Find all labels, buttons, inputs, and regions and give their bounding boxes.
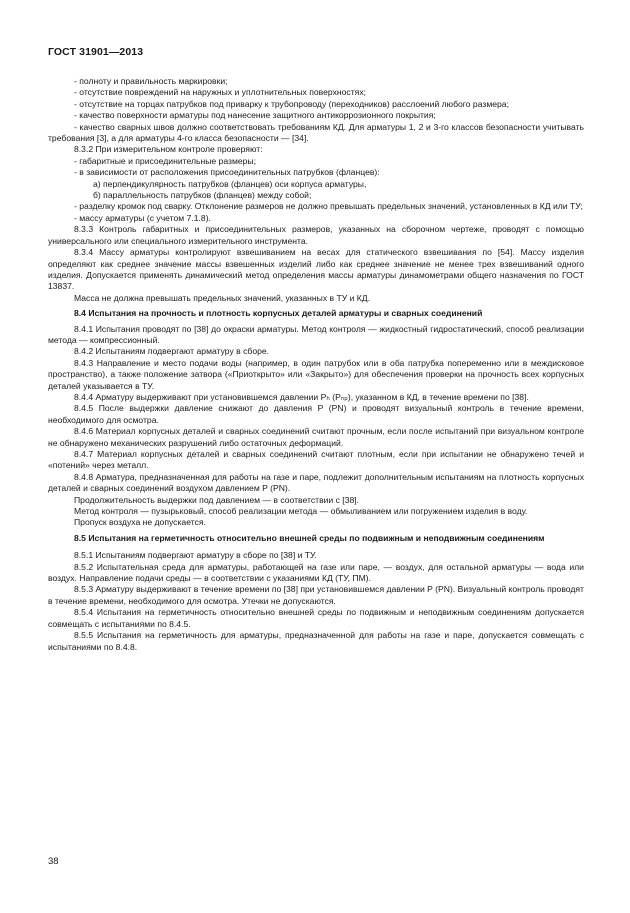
section-heading: 8.5 Испытания на герметичность относительно внешней среды по подвижным и неподвижным соединениям <box>74 532 545 543</box>
page-number: 38 <box>48 856 59 867</box>
paragraph: Продолжительность выдержки под давлением — в соответствии с [38]. <box>74 494 360 505</box>
document-body <box>48 76 584 653</box>
paragraph: 8.3.4 Массу арматуры контролируют взвешиванием на весах для статического взвешивания по [54]. Массу изделия определяют как среднее значение массы взвешенных изделий либо как среднее значение не менее трех взвешиваний одного изделия. Допускается применять динамический метод определения массы арматуры динамометрами общего назначения по ГОСТ 13837. <box>48 247 584 292</box>
paragraph: 8.5.2 Испытательная среда для арматуры, работающей на газе или паре, — воздух, для остальной арматуры — вода или воздух. Направление подачи среды — в соответствии с указаниями КД (ТУ, ПМ). <box>48 561 584 584</box>
paragraph: 8.4.7 Материал корпусных деталей и сварных соединений считают плотным, если при испытании не обнаружено течей и «потений» через металл. <box>48 449 584 471</box>
paragraph: - качество сварных швов должно соответствовать требованиям КД. Для арматуры 1, 2 и 3-го классов безопасности учитывать требования [3], а для арматуры 4-го класса безопасности — [34]. <box>48 121 584 144</box>
paragraph: - качество поверхности арматуры под нанесение защитного антикоррозионного покрытия; <box>74 110 436 121</box>
paragraph: 8.4.6 Материал корпусных деталей и сварных соединений считают прочным, если после испытаний при визуальном контроле не обнаружено механических разрушений либо остаточных деформаций. <box>48 426 584 448</box>
paragraph: - полноту и правильность маркировки; <box>74 76 228 86</box>
paragraph: 8.4.3 Направление и место подачи воды (например, в один патрубок или в оба патрубка попеременно или в междисковое пространство), а также положение затвора («Приоткрыто» или «Закрыто») для обеспечения проверки на прочность всех корпусных деталей указывается в ТУ. <box>48 357 584 391</box>
section-heading: 8.4 Испытания на прочность и плотность корпусных деталей арматуры и сварных соединений <box>74 308 483 319</box>
paragraph: 8.4.1 Испытания проводят по [38] до окраски арматуры. Метод контроля — жидкостный гидростатический, способ реализации метода — компрессионный. <box>48 323 584 345</box>
paragraph: 8.4.8 Арматура, предназначенная для работы на газе и паре, подлежит дополнительным испытаниям на плотность корпусных деталей и сварных соединений воздухом давлением P (PN). <box>48 471 584 494</box>
paragraph: 8.5.5 Испытания на герметичность для арматуры, предназначенной для работы на газе и паре, допускается совмещать с испытаниями по 8.4.8. <box>48 630 584 652</box>
paragraph: 8.3.3 Контроль габаритных и присоединительных размеров, указанных на сборочном чертеже, проводят с помощью универсального или специального измерительного инструмента. <box>48 224 584 246</box>
paragraph: - массу арматуры (с учетом 7.1.8). <box>74 212 211 223</box>
paragraph: Метод контроля — пузырьковый, способ реализации метода — обмыливанием или погружением изделия в воду. <box>74 506 528 517</box>
paragraph: 8.4.2 Испытаниям подвергают арматуру в сборе. <box>74 346 270 357</box>
paragraph: 8.3.2 При измерительном контроле проверяют: <box>74 144 263 155</box>
paragraph: 8.5.1 Испытаниям подвергают арматуру в сборе по [38] и ТУ. <box>74 550 317 561</box>
paragraph: а) перпендикулярность патрубков (фланцев) оси корпуса арматуры, <box>93 178 367 189</box>
paragraph: - отсутствие повреждений на наружных и уплотнительных поверхностях; <box>74 87 366 98</box>
document-header: ГОСТ 31901—2013 <box>48 46 144 58</box>
paragraph: - в зависимости от расположения присоединительных патрубков (фланцев): <box>74 167 380 178</box>
paragraph: 8.5.3 Арматуру выдерживают в течение времени по [38] при установившемся давлении P (PN). Визуальный контроль проводят в течение времени, необходимого для осмотра. Утечки не допускаются. <box>48 584 584 606</box>
paragraph: 8.4.4 Арматуру выдерживают при установившемся давлении Pₕ (Pₙₚ), указанном в КД, в течение времени по [38]. <box>74 391 529 402</box>
paragraph: Пропуск воздуха не допускается. <box>74 517 206 528</box>
paragraph: 8.5.4 Испытания на герметичность относительно внешней среды по подвижным и неподвижным соединениям допускается совмещать с испытаниями по 8.4.5. <box>48 607 584 629</box>
paragraph: - отсутствие на торцах патрубков под приварку к трубопроводу (переходников) расслоений любого размера; <box>74 98 509 109</box>
paragraph: - разделку кромок под сварку. Отклонение размеров не должно превышать предельных значений, установленных в КД или ТУ; <box>74 201 583 212</box>
paragraph: 8.4.5 После выдержки давление снижают до давления P (PN) и проводят визуальный контроль в течение времени, необходимого для осмотра. <box>48 403 584 425</box>
paragraph: б) параллельность патрубков (фланцев) между собой; <box>93 190 312 201</box>
paragraph: Масса не должна превышать предельных значений, указанных в ТУ и КД. <box>74 292 370 303</box>
paragraph: - габаритные и присоединительные размеры; <box>74 155 256 166</box>
